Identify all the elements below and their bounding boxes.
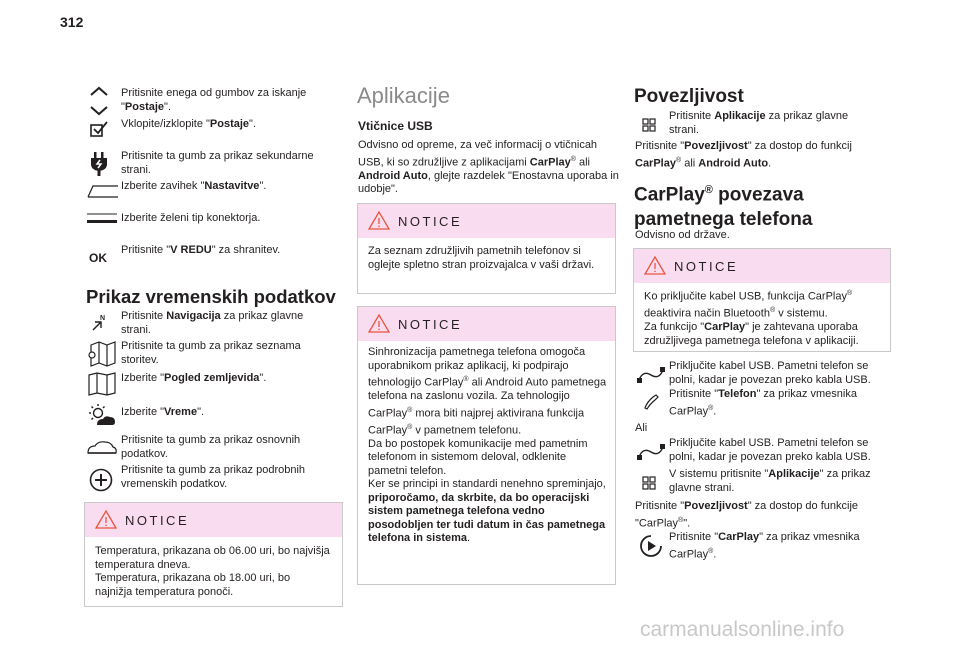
carplay-icon [639,534,663,558]
notice-compatible-phones [357,203,616,294]
notice-carplay-usb [633,248,891,352]
chevron-up-down-icon [87,84,111,118]
notice-label: NOTICE [125,513,190,528]
usb-cable-icon [637,366,665,384]
notice-label: NOTICE [674,259,739,274]
apps-grid-icon [642,118,656,132]
notice-temperature [84,502,343,607]
tab-icon [87,184,119,198]
apps-grid-icon [642,476,656,490]
plus-circle-icon [89,468,113,492]
map-icon [87,372,117,396]
depends-on-country: Odvisno od države. [635,229,730,241]
section-title-connectivity: Povezljivost [634,86,744,107]
usb-cable-icon [637,443,665,461]
notice-label: NOTICE [398,317,463,332]
map-services-icon [87,341,117,367]
warning-icon [368,210,390,230]
usb-sockets-title: Vtičnice USB [358,119,433,133]
notice-body: Temperatura, prikazana ob 06.00 uri, bo najvišja temperatura dneva. Temperatura, prikazana ob 18.00 uri, bo najnižja temperatura ponoči. [95,545,330,598]
navigation-arrow-icon [91,312,109,332]
warning-icon [644,255,666,275]
watermark: carmanualsonline.info [640,618,845,641]
svg-text:N: N [100,315,106,322]
notice-label: NOTICE [398,214,463,229]
warning-icon [368,313,390,333]
cloud-icon [87,440,117,454]
connectivity-text: Pritisnite "Povezljivost" za dostop do funkcij CarPlay® ali Android Auto. [635,140,852,170]
weather-icon [87,403,117,429]
notice-body: Ko priključite kabel USB, funkcija CarPlay® deaktivira način Bluetooth® v sistemu. Za funkcijo "CarPlay" je zahtevana uporaba združljivega pametnega telefona v aplikaciji. [644,290,859,347]
notice-synchronisation [357,306,616,585]
warning-icon [95,509,117,529]
section-title-carplay-connection: CarPlay® povezava pametnega telefona [634,184,813,231]
section-title-applications: Aplikacije [357,83,450,108]
checkbox-icon [89,120,109,138]
carplay-connectivity-text: Pritisnite "Povezljivost" za dostop do funkcije "CarPlay®". [635,500,859,530]
page-number: 312 [60,14,84,30]
notice-body: Sinhronizacija pametnega telefona omogoča uporabnikom prikaz aplikacij, ki podpirajo tehnologijo CarPlay® ali Android Auto pametnega telefona na zaslonu vozila. Za tehnologijo CarPlay® mora biti najprej aktivirana funkcija CarPlay® v pametnem telefonu. Da bo postopek komunikacije med pametnim telefonom in sistemom deloval, odklenite pametni telefon. Ker se principi in standardi nenehno spreminjajo, priporočamo, da skrbite, da bo operacijski sistem pametnega telefona vedno posodobljen ter tudi datum in čas pametnega telefona in sistema. [368,346,607,545]
plug-icon [90,152,108,176]
usb-sockets-text: Odvisno od opreme, za več informacij o vtičnicah USB, ki so združljive z aplikacijami CarPlay® ali Android Auto, glejte razdelek "Enostavna uporaba in udobje". [358,139,619,196]
section-title-weather: Prikaz vremenskih podatkov [86,286,336,307]
connector-bar-icon [87,212,117,224]
or-label: Ali [635,422,648,434]
ok-button-icon: OK [89,251,107,265]
phone-icon [643,394,659,410]
notice-body: Za seznam združljivih pametnih telefonov si oglejte spletno stran proizvajalca v vaši državi. [368,245,595,271]
